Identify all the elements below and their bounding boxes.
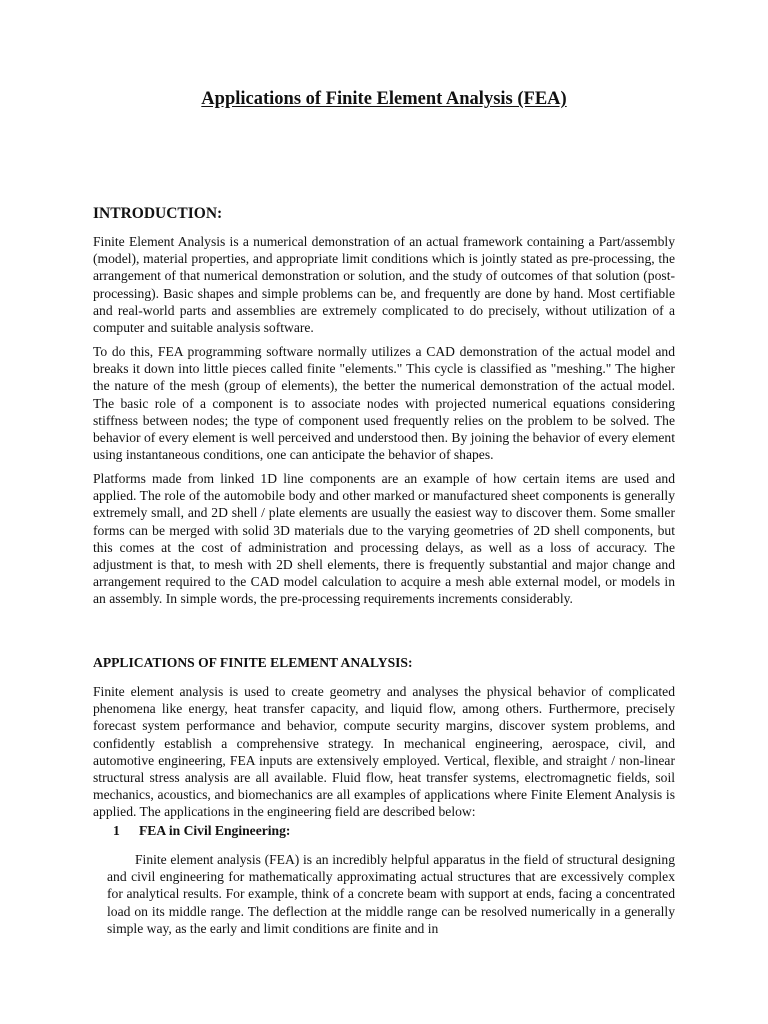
section-title: FEA in Civil Engineering: [139, 823, 291, 838]
civil-engineering-paragraph: Finite element analysis (FEA) is an incredibly helpful apparatus in the field of structural designing and civil engineering for mathematically approximating actual structures that are excessively complex for analytical results. For example, think of a concrete beam with support at ends, facing a concentrated load on its middle range. The deflection at the middle range can be resolved numerically in a generally simple way, as the early and limit conditions are finite and in [107, 852, 675, 936]
intro-paragraph-1: Finite Element Analysis is a numerical demonstration of an actual framework containing a Part/assembly (model), material properties, and appropriate limit conditions which is jointly stated as pre-processing, the arrangement of that numerical demonstration or solution, and the study of outcomes of that solution (post-processing). Basic shapes and simple problems can be, and frequently are done by hand. Most certifiable and real-world parts and assemblies are extremely complicated to do precisely, without utilization of a computer and suitable analysis software. [93, 234, 675, 336]
intro-paragraph-3: Platforms made from linked 1D line components are an example of how certain items are used and applied. The role of the automobile body and other marked or manufactured sheet components is generally extremely small, and 2D shell / plate elements are usually the easiest way to discover them. Some smaller forms can be merged with solid 3D materials due to the varying geometries of 2D shell components, but this comes at the cost of administration and processing delays, as well as a loss of accuracy. The adjustment is that, to mesh with 2D shell elements, there is frequently substantial and major change and arrangement required to the CAD model calculation to acquire a mesh able external model, or models in an assembly. In simple words, the pre-processing requirements increments considerably. [93, 471, 675, 607]
applications-heading: APPLICATIONS OF FINITE ELEMENT ANALYSIS: [93, 655, 413, 670]
document-title: Applications of Finite Element Analysis (FEA) [201, 89, 567, 109]
section-number: 1 [113, 823, 120, 838]
intro-paragraph-2: To do this, FEA programming software normally utilizes a CAD demonstration of the actual model and breaks it down into little pieces called finite "elements." This cycle is classified as "meshing." The higher the nature of the mesh (group of elements), the better the numerical demonstration of the actual model. The basic role of a component is to associate nodes with projected numerical equations considering stiffness between nodes; the type of component used frequently relies on the problem to be solved. The behavior of every element is well perceived and understood then. By joining the behavior of every element using instantaneous conditions, one can anticipate the behavior of shapes. [93, 344, 675, 463]
document-page [93, 0, 675, 1024]
introduction-heading: INTRODUCTION: [93, 205, 223, 222]
civil-engineering-heading [113, 823, 290, 839]
applications-paragraph: Finite element analysis is used to create geometry and analyses the physical behavior of complicated phenomena like energy, heat transfer capacity, and liquid flow, among others. Furthermore, precisely forecast system performance and behavior, compute security margins, discover system problems, and confidently establish a comprehensive strategy. In mechanical engineering, aerospace, civil, and automotive engineering, FEA inputs are extensively employed. Vertical, flexible, and straight / non-linear structural stress analysis are all available. Fluid flow, heat transfer systems, electromagnetic fields, soil mechanics, acoustics, and biomechanics are all examples of applications where Finite Element Analysis is applied. The applications in the engineering field are described below: [93, 684, 675, 820]
